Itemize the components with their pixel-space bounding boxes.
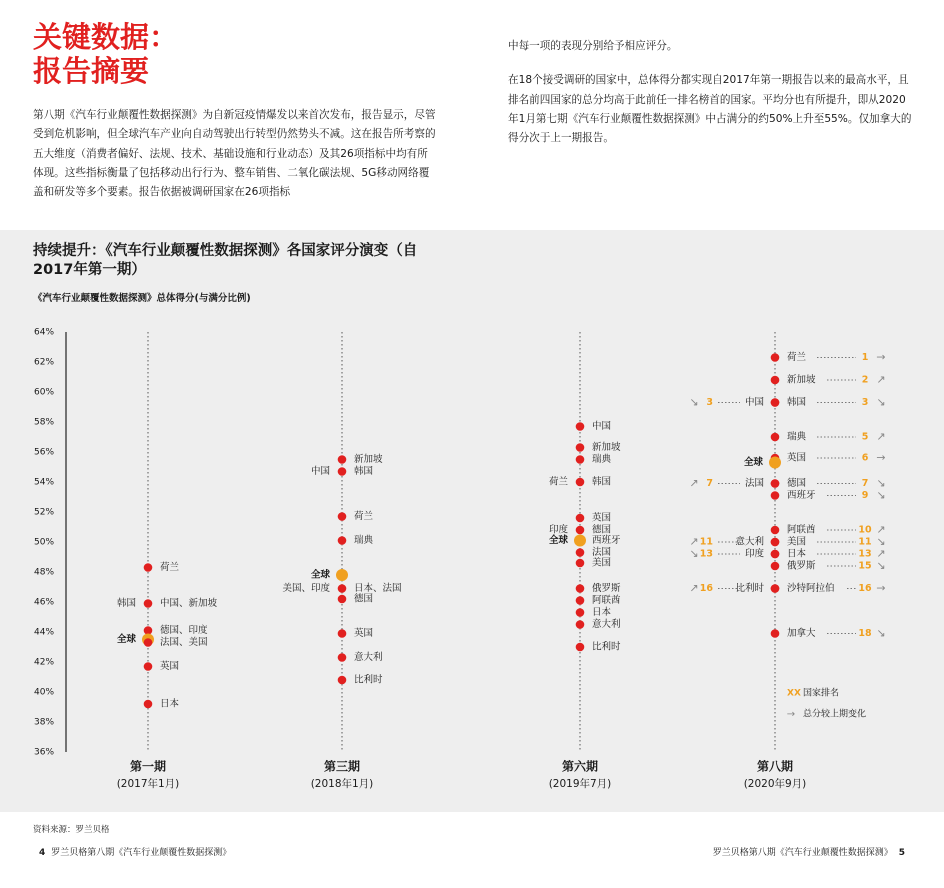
country-dot (144, 662, 153, 671)
y-tick-label: 62% (34, 357, 55, 368)
country-rank: 9 (861, 490, 869, 501)
country-dot (576, 548, 585, 557)
legend-change-label: 总分较上期变化 (803, 709, 867, 720)
country-dot (576, 584, 585, 593)
footer-right (713, 845, 911, 858)
country-label: 荷兰 (354, 511, 374, 522)
y-tick-label: 48% (34, 567, 55, 578)
rank-change-arrow: ↘ (876, 395, 886, 409)
footer-left-text: 罗兰贝格第八期《汽车行业颠覆性数据探测》 (51, 848, 232, 858)
period-name: 第三期 (323, 759, 361, 774)
country-label-left: 比利时 (735, 583, 764, 594)
country-dot (771, 491, 780, 500)
country-label: 新加坡 (592, 442, 621, 453)
country-label-left: 中国 (310, 466, 330, 477)
y-tick-label: 64% (34, 327, 55, 338)
y-tick-label: 44% (34, 627, 55, 638)
country-rank: 16 (858, 583, 872, 594)
country-label: 新加坡 (354, 454, 383, 465)
country-dot (576, 643, 585, 652)
page-title (33, 20, 333, 88)
country-label: 韩国 (787, 397, 807, 408)
country-rank: 1 (861, 352, 869, 363)
country-dot (576, 422, 585, 431)
country-label: 俄罗斯 (787, 560, 816, 572)
country-dot (144, 700, 153, 709)
y-tick-label: 60% (34, 387, 55, 398)
rank-change-arrow: ↘ (876, 535, 886, 548)
country-rank: 18 (858, 628, 872, 639)
y-tick-label: 40% (34, 687, 55, 698)
country-rank: 15 (858, 560, 872, 572)
country-label: 西班牙 (592, 535, 621, 546)
country-label-left: 印度 (744, 548, 764, 560)
country-dot (771, 376, 780, 385)
country-dot (576, 443, 585, 452)
rank-change-arrow: ↗ (876, 430, 886, 443)
country-label: 俄罗斯 (592, 583, 621, 594)
country-dot (144, 599, 153, 608)
period-date: (2020年9月) (743, 778, 807, 790)
country-label: 荷兰 (160, 562, 180, 573)
country-label: 德国 (592, 524, 612, 536)
country-label-left: 荷兰 (548, 476, 568, 488)
global-average-dot (769, 457, 781, 469)
country-label: 瑞典 (354, 535, 374, 546)
legend-change-symbol: → (786, 709, 796, 720)
footer-left (33, 845, 231, 858)
country-label-left: 法国 (744, 478, 764, 489)
global-label: 全球 (743, 457, 763, 468)
rank-change-arrow: ↘ (689, 547, 699, 560)
rank-change-arrow: ↘ (876, 626, 886, 640)
country-label: 德国 (354, 593, 374, 605)
country-label: 韩国 (354, 466, 374, 477)
country-label: 日本 (787, 548, 807, 560)
y-tick-label: 38% (34, 717, 55, 728)
rank-change-arrow: ↗ (689, 535, 699, 548)
country-dot (771, 629, 780, 638)
country-label-left: 中国 (744, 397, 764, 408)
country-dot (576, 478, 585, 487)
global-label: 全球 (116, 634, 136, 645)
period-name: 第六期 (561, 759, 599, 774)
country-dot (338, 512, 347, 521)
country-label: 中国、新加坡 (160, 598, 218, 609)
country-label: 美国 (787, 536, 807, 548)
country-dot (771, 433, 780, 442)
period-date: (2019年7月) (548, 778, 612, 790)
global-label: 全球 (310, 569, 330, 581)
country-dot (771, 562, 780, 571)
country-label-left: 印度 (548, 524, 568, 536)
rank-change-arrow: ↘ (876, 559, 886, 572)
country-rank: 11 (858, 536, 872, 548)
y-tick-label: 42% (34, 657, 55, 668)
country-dot (771, 550, 780, 559)
country-label: 德国 (787, 478, 807, 489)
y-tick-label: 58% (34, 417, 55, 428)
country-dot (771, 584, 780, 593)
country-label: 美国 (592, 557, 612, 569)
country-label: 瑞典 (592, 454, 612, 465)
right-paragraph-2: 在18个接受调研的国家中，总体得分都实现自2017年第一期报告以来的最高水平，且排名前四国家的总分均高于此前任一排名榜首的国家。平均分也有所提升，即从2020年1月第七期《汽车行业颠覆性数据探测》中占满分的约50%上升至55%。仅加拿大的得分次于上一期报告。 (508, 74, 912, 145)
period-name: 第八期 (756, 759, 794, 774)
country-rank: 2 (861, 374, 869, 386)
country-label: 日本 (160, 698, 180, 710)
country-dot (771, 538, 780, 547)
chart-subtitle: 《汽车行业颠覆性数据探测》总体得分(与满分比例) (33, 293, 251, 304)
country-label-left: 韩国 (116, 598, 136, 609)
title-line-2: 报告摘要 (33, 54, 150, 88)
country-label-left: 意大利 (735, 536, 764, 548)
global-average-dot (336, 569, 348, 581)
period-name: 第一期 (129, 759, 167, 774)
period-date: (2018年1月) (310, 778, 374, 790)
country-dot (771, 398, 780, 407)
right-paragraph-1: 中每一项的表现分别给予相应评分。 (508, 40, 678, 52)
chart-title: 持续提升：《汽车行业颠覆性数据探测》各国家评分演变（自2017年第一期） (33, 243, 418, 278)
country-dot (576, 608, 585, 617)
footer-left-page: 4 (39, 848, 46, 858)
country-dot (144, 563, 153, 572)
country-dot (576, 455, 585, 464)
country-dot (338, 595, 347, 604)
rank-change-arrow: → (876, 350, 886, 364)
period-date: (2017年1月) (116, 778, 180, 790)
rank-change-arrow: ↘ (876, 488, 886, 502)
score-evolution-chart (0, 230, 944, 812)
y-tick-label: 46% (34, 597, 55, 608)
country-label: 法国 (592, 547, 612, 558)
country-dot (338, 536, 347, 545)
rank-change-arrow: ↗ (876, 547, 886, 560)
footer-right-page: 5 (898, 848, 905, 858)
country-label: 新加坡 (787, 374, 816, 386)
country-label: 中国 (592, 421, 612, 432)
country-label: 英国 (160, 661, 180, 672)
country-rank: 3 (861, 397, 869, 408)
country-dot (576, 559, 585, 568)
legend-rank-label: 国家排名 (803, 688, 840, 699)
country-rank: 11 (699, 536, 713, 548)
country-label-left: 美国、印度 (282, 583, 330, 594)
rank-change-arrow: ↘ (689, 395, 699, 409)
country-rank: 7 (861, 478, 869, 489)
country-label: 沙特阿拉伯 (787, 583, 835, 594)
country-rank: 10 (858, 524, 872, 536)
country-dot (144, 638, 153, 647)
country-dot (771, 526, 780, 535)
country-label: 韩国 (592, 476, 612, 488)
country-dot (576, 596, 585, 605)
country-dot (771, 479, 780, 488)
intro-paragraph: 第八期《汽车行业颠覆性数据探测》为自新冠疫情爆发以来首次发布，报告显示，尽管受到危机影响，但全球汽车产业向自动驾驶出行转型仍然势头不减。这在报告所考察的五大维度（消费者偏好、法规、技术、基础设施和行业动态）及其26项指标中均有所体现。这些指标衡量了包括移动出行行为、整车销售、二氧化碳法规、5G移动网络覆盖和研发等多个要素。报告依据被调研国家在26项指标 (33, 109, 436, 199)
country-rank: 3 (706, 397, 713, 408)
rank-change-arrow: → (876, 581, 886, 595)
global-label: 全球 (548, 535, 568, 546)
country-label: 意大利 (592, 619, 621, 630)
country-label: 德国、印度 (160, 625, 208, 636)
y-tick-label: 50% (34, 537, 55, 548)
legend-rank-symbol: XX (787, 688, 801, 699)
title-line-1: 关键数据： (33, 20, 179, 54)
rank-change-arrow: → (876, 451, 886, 464)
y-tick-label: 56% (34, 447, 55, 458)
country-label: 瑞典 (787, 431, 807, 443)
y-tick-label: 54% (34, 477, 55, 488)
y-tick-label: 52% (34, 507, 55, 518)
country-label: 日本、法国 (354, 583, 402, 594)
country-rank: 13 (858, 548, 872, 560)
rank-change-arrow: ↗ (689, 476, 699, 490)
country-dot (338, 455, 347, 464)
country-label: 阿联酋 (787, 524, 816, 536)
rank-change-arrow: ↗ (689, 581, 699, 595)
country-label: 英国 (787, 452, 807, 464)
rank-change-arrow: ↗ (876, 523, 886, 536)
country-label: 阿联酋 (592, 595, 621, 606)
country-label: 日本 (592, 607, 612, 618)
country-dot (576, 514, 585, 523)
rank-change-arrow: ↘ (876, 476, 886, 490)
country-dot (771, 353, 780, 362)
country-dot (338, 676, 347, 685)
country-dot (338, 584, 347, 593)
country-label: 加拿大 (787, 628, 816, 639)
country-rank: 7 (706, 478, 713, 489)
country-dot (338, 653, 347, 662)
rank-change-arrow: ↗ (876, 373, 886, 386)
country-dot (338, 629, 347, 638)
country-rank: 13 (699, 548, 713, 560)
country-label: 英国 (354, 628, 374, 639)
footer-right-text: 罗兰贝格第八期《汽车行业颠覆性数据探测》 (712, 848, 893, 858)
country-label: 西班牙 (787, 490, 816, 501)
right-column (508, 37, 913, 163)
country-rank: 16 (699, 583, 713, 594)
country-label: 法国、美国 (160, 637, 208, 648)
country-dot (576, 620, 585, 629)
country-rank: 5 (861, 431, 869, 443)
country-label: 比利时 (354, 674, 383, 686)
country-dot (576, 526, 585, 535)
country-label: 英国 (592, 512, 612, 524)
country-label: 比利时 (592, 641, 621, 653)
country-dot (338, 467, 347, 476)
country-rank: 6 (861, 452, 869, 464)
y-tick-label: 36% (34, 747, 55, 758)
source-note: 资料来源：罗兰贝格 (33, 825, 110, 835)
global-average-dot (574, 535, 586, 547)
country-label: 荷兰 (787, 352, 807, 363)
country-label: 意大利 (354, 652, 383, 663)
